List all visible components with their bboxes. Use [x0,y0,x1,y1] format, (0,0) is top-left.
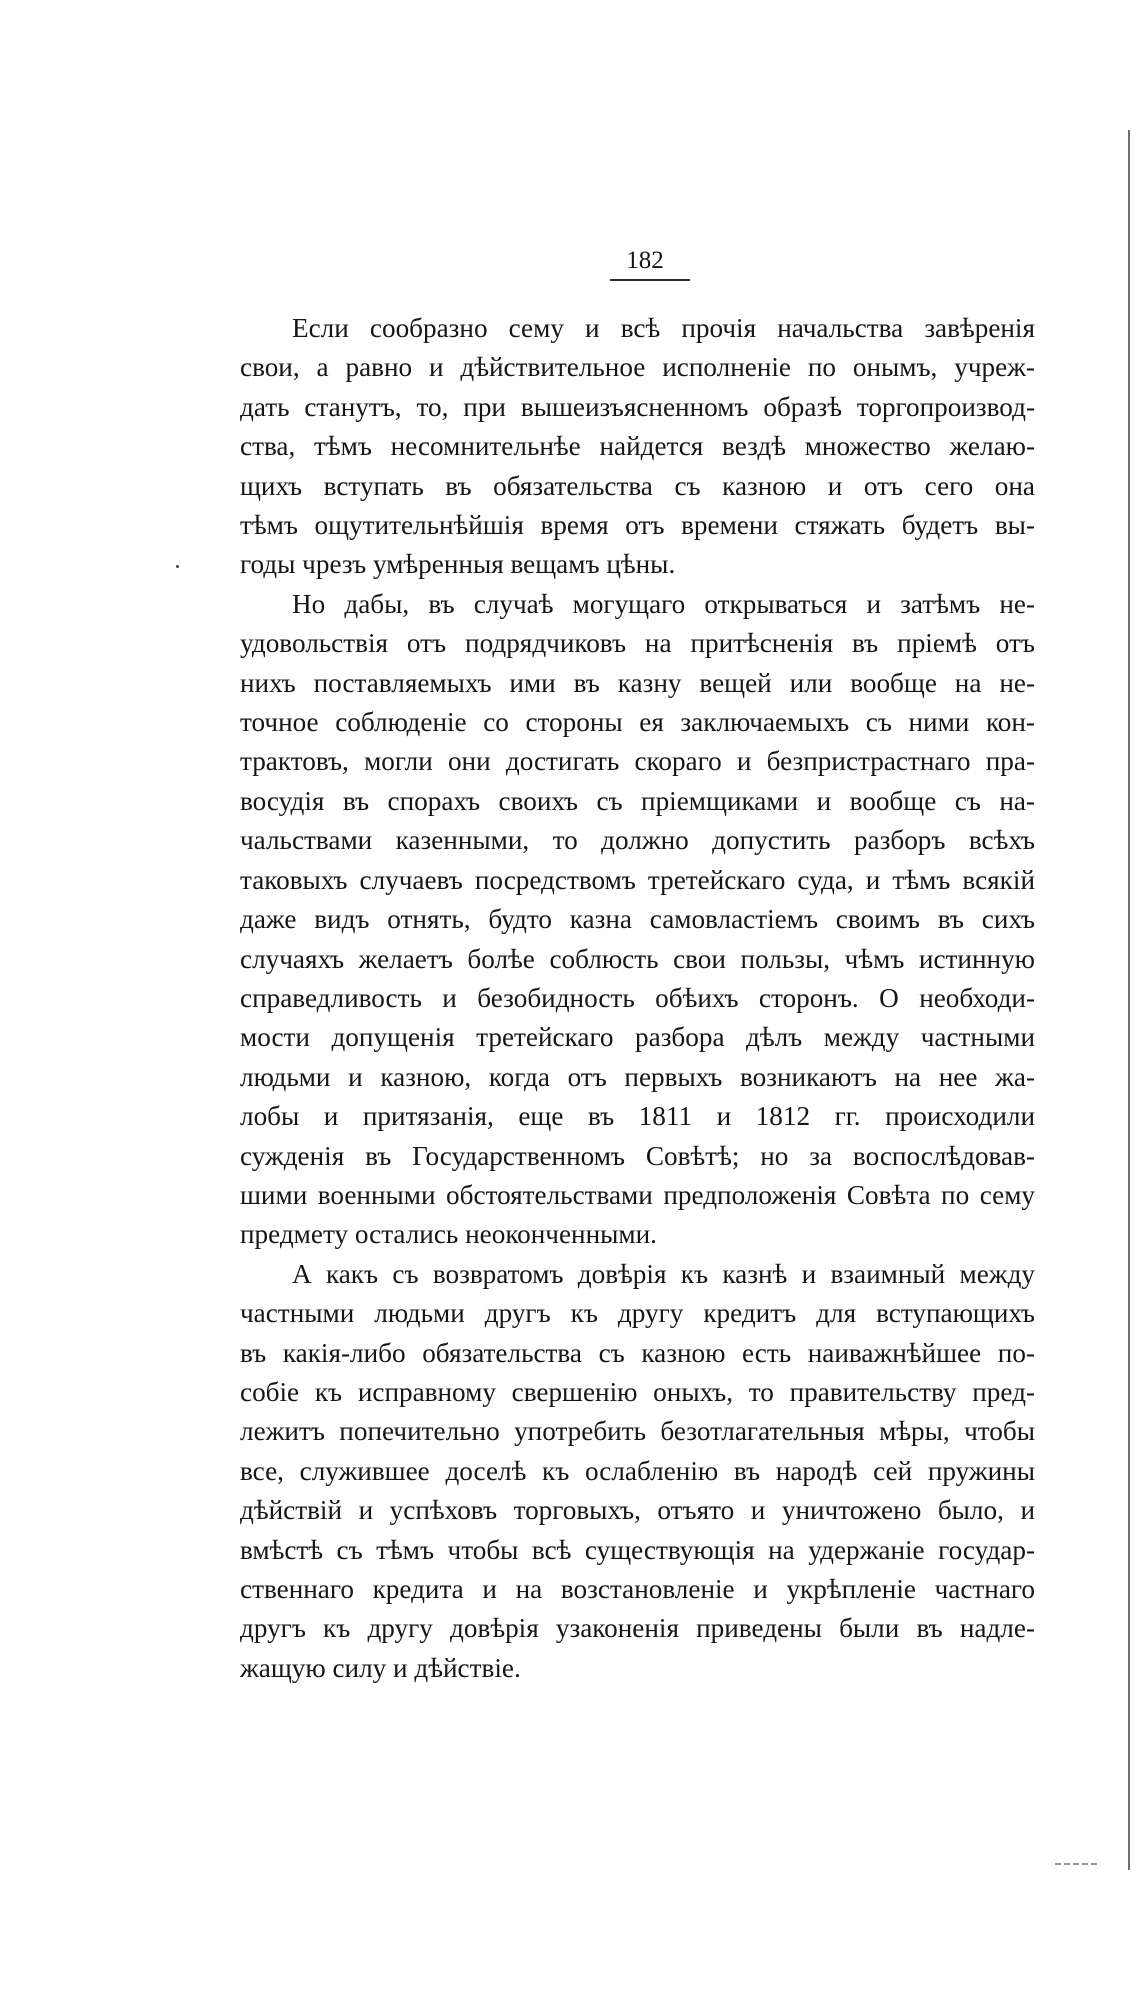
corner-dash-mark [1055,1863,1097,1865]
paragraph-2 [240,585,1035,1255]
text-line: лежитъ попечительно употребить безотлагательныя мѣры, чтобы [240,1416,1035,1447]
text-line: свои, а равно и дѣйствительное исполненіе по онымъ, учреж- [240,352,1035,383]
text-line: трактовъ, могли они достигать скораго и безпристрастнаго пра- [240,746,1035,777]
text-line: ства, тѣмъ несомнительнѣе найдется вездѣ множество желаю- [240,431,1035,462]
paragraph-1 [240,309,1035,585]
text-line: восудія въ спорахъ своихъ съ пріемщиками и вообще съ на- [240,785,1035,816]
text-line: въ какія-либо обязательства съ казною есть наиважнѣйшее по- [240,1337,1035,1368]
body-text [240,309,1035,1688]
text-line: предмету остались неоконченными. [240,1219,657,1250]
text-line: Если сообразно сему и всѣ прочія начальства завѣренія [292,313,1035,343]
text-line: таковыхъ случаевъ посредствомъ третейскаго суда, и тѣмъ всякій [240,864,1035,895]
text-line: даже видъ отнять, будто казна самовластіемъ своимъ въ сихъ [240,904,1035,935]
text-line: частными людьми другъ къ другу кредитъ для вступающихъ [240,1298,1035,1329]
text-line: сужденія въ Государственномъ Совѣтѣ; но за воспослѣдовав- [240,1140,1035,1171]
text-line: Но дабы, въ случаѣ могущаго открываться и затѣмъ не- [292,588,1035,619]
text-line: точное соблюденіе со стороны ея заключаемыхъ съ ними кон- [240,707,1035,738]
text-line: справедливость и безобидность обѣихъ сторонъ. О необходи- [240,982,1035,1013]
text-line: другъ къ другу довѣрія узаконенія приведены были въ надле- [240,1613,1035,1644]
scan-speck [176,565,179,568]
text-line: удовольствія отъ подрядчиковъ на притѣсненія въ пріемѣ отъ [240,628,1035,659]
text-line: жащую силу и дѣйствіе. [240,1652,521,1683]
text-line: чальствами казенными, то должно допустить разборъ всѣхъ [240,825,1035,856]
text-line: собіе къ исправному свершенію оныхъ, то правительству пред- [240,1376,1035,1407]
page-edge-line [1128,130,1130,1870]
page-number-rule [610,279,690,281]
text-line: А какъ съ возвратомъ довѣрія къ казнѣ и взаимный между [292,1258,1035,1289]
text-line: случаяхъ желаетъ болѣе соблюсть свои пользы, чѣмъ истинную [240,943,1035,974]
page-number: 182 [626,247,664,274]
text-line: ственнаго кредита и на возстановленіе и укрѣпленіе частнаго [240,1574,1035,1604]
text-line: все, служившее доселѣ къ ослабленію въ народѣ сей пружины [240,1455,1035,1486]
text-line: годы чрезъ умѣренныя вещамъ цѣны. [240,549,676,580]
text-line: лобы и притязанія, еще въ 1811 и 1812 гг. происходили [240,1101,1035,1132]
text-line: дѣйствій и успѣховъ торговыхъ, отъято и уничтожено было, и [240,1495,1035,1526]
text-line: нихъ поставляемыхъ ими въ казну вещей или вообще на не- [240,667,1035,698]
text-line: мости допущенія третейскаго разбора дѣлъ между частными [240,1022,1035,1053]
paragraph-3 [240,1255,1035,1688]
text-line: вмѣстѣ съ тѣмъ чтобы всѣ существующія на удержаніе государ- [240,1534,1035,1565]
text-line: тѣмъ ощутительнѣйшія время отъ времени стяжать будетъ вы- [240,510,1035,541]
text-line: людьми и казною, когда отъ первыхъ возникаютъ на нее жа- [240,1061,1035,1092]
text-line: дать станутъ, то, при вышеизъясненномъ образѣ торгопроизвод- [240,391,1035,422]
text-line: щихъ вступать въ обязательства съ казною и отъ сего она [240,470,1035,501]
text-line: шими военными обстоятельствами предположенія Совѣта по сему [240,1179,1035,1210]
